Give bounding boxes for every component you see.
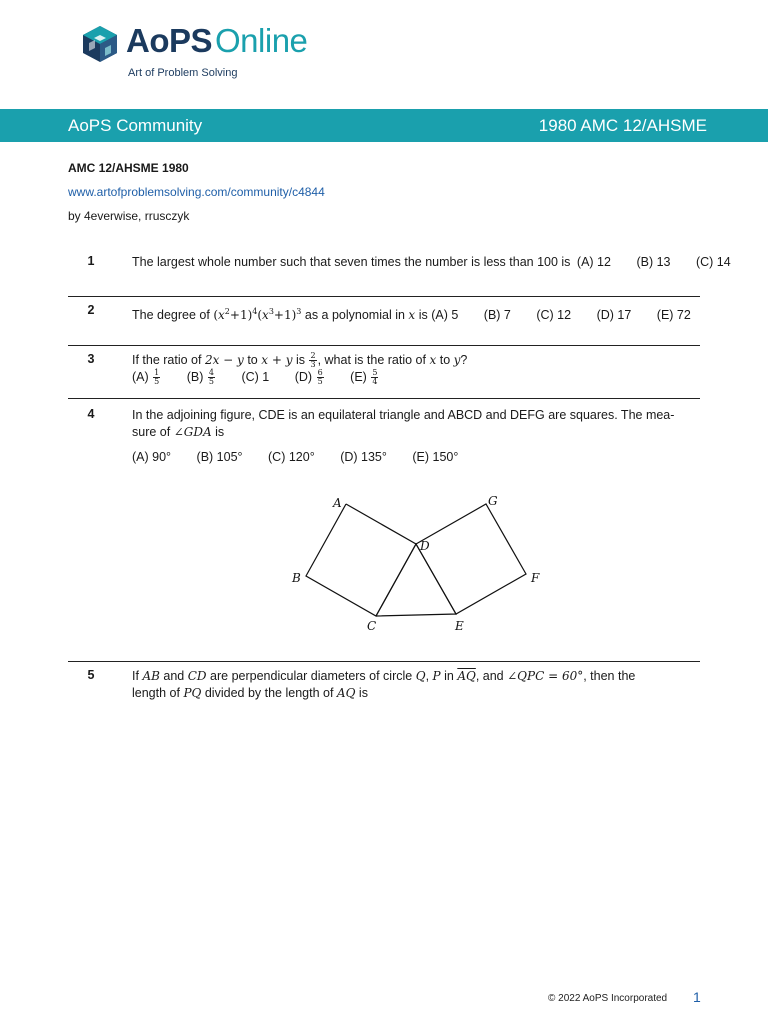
choice-b: (B) 13: [636, 255, 671, 269]
choice-c: (C) 12: [536, 308, 572, 322]
authors: by 4everwise, rrusczyk: [68, 209, 190, 223]
problem-text: The largest whole number such that seven times the number is less than 100 is (A) 12 (B) 13 (C) 14: [132, 255, 731, 269]
choice-e: (E) 150°: [412, 450, 459, 464]
problem-number: 3: [87, 352, 95, 366]
contest-label: 1980 AMC 12/AHSME: [538, 116, 707, 135]
cube-logo-icon: [80, 24, 120, 64]
page-number: 1: [693, 989, 701, 1005]
community-link[interactable]: www.artofproblemsolving.com/community/c4844: [68, 185, 325, 199]
divider: [68, 661, 700, 662]
triangle-cde: [376, 544, 456, 616]
problem-text: In the adjoining figure, CDE is an equilateral triangle and ABCD and DEFG are squares. The mea- sure of ∠GDA is (A) 90° (B) 105° (C) 120° (D) 135° (E) 150°: [132, 408, 675, 464]
choice-d: (D) 17: [596, 308, 632, 322]
polynomial-expression: $(x^2+1)^4(x^3+1)^3$: [213, 307, 302, 322]
problem-number: 2: [87, 303, 95, 317]
document-title: AMC 12/AHSME 1980: [68, 161, 189, 175]
problem-text: If AB and CD are perpendicular diameters of circle Q, P in $\overline{AQ}$, and ∠QPC = 60°, then the length of PQ divided by the length of AQ is: [132, 669, 636, 700]
divider: [68, 345, 700, 346]
choice-a: (A) 90°: [132, 450, 172, 464]
label-c: C: [367, 619, 377, 633]
choice-c: (C) 1: [241, 370, 270, 385]
brand-name: AoPSOnline: [126, 22, 308, 59]
label-b: B: [292, 571, 301, 585]
copyright: © 2022 AoPS Incorporated: [548, 993, 668, 1004]
geometry-figure: [280, 490, 560, 640]
problem-number: 5: [87, 668, 95, 682]
brand-tagline: Art of Problem Solving: [128, 67, 238, 79]
fraction-2-3: $\frac{2}{3}$: [310, 351, 316, 370]
choice-a: (A) 12: [576, 255, 611, 269]
choice-c: (C) 120°: [268, 450, 315, 464]
problem-text: The degree of $(x^2+1)^4(x^3+1)^3$ as a polynomial in x is (A) 5 (B) 7 (C) 12 (D) 17 (E) 72: [132, 307, 691, 322]
label-e: E: [455, 619, 464, 633]
label-g: G: [488, 494, 498, 508]
choice-c: (C) 14: [695, 255, 731, 269]
choice-a: (A) 5: [431, 308, 459, 322]
document-meta: [68, 156, 325, 228]
header-banner: [0, 109, 768, 142]
choice-b: (B) 7: [483, 308, 511, 322]
choice-a: (A) $\frac{1}{5}$: [132, 368, 160, 387]
problem-number: 1: [87, 254, 95, 268]
square-defg: [416, 504, 526, 614]
community-label: AoPS Community: [68, 116, 203, 135]
divider: [68, 398, 700, 399]
choice-b: (B) 105°: [196, 450, 243, 464]
choice-e: (E) $\frac{5}{4}$: [350, 368, 378, 387]
choice-b: (B) $\frac{4}{5}$: [186, 368, 214, 387]
choice-e: (E) 72: [656, 308, 691, 322]
problem-number: 4: [87, 407, 95, 421]
choice-d: (D) $\frac{6}{5}$: [294, 368, 323, 387]
label-f: F: [531, 571, 540, 585]
label-d: D: [420, 539, 430, 553]
divider: [68, 296, 700, 297]
label-a: A: [333, 496, 342, 510]
choice-d: (D) 135°: [340, 450, 387, 464]
segment-aq: $\overline{AQ}$: [457, 669, 476, 683]
problem-text: If the ratio of 2x − y to x + y is $\frac{2}{3}$ , what is the ratio of x to y? (A) $\frac{1}{5}$ (B) $\frac{4}{5}$ (C) 1 (D) $\frac{6}{5}$ (E) $\frac{5}{4}$: [132, 351, 468, 387]
square-abcd: [306, 504, 416, 616]
